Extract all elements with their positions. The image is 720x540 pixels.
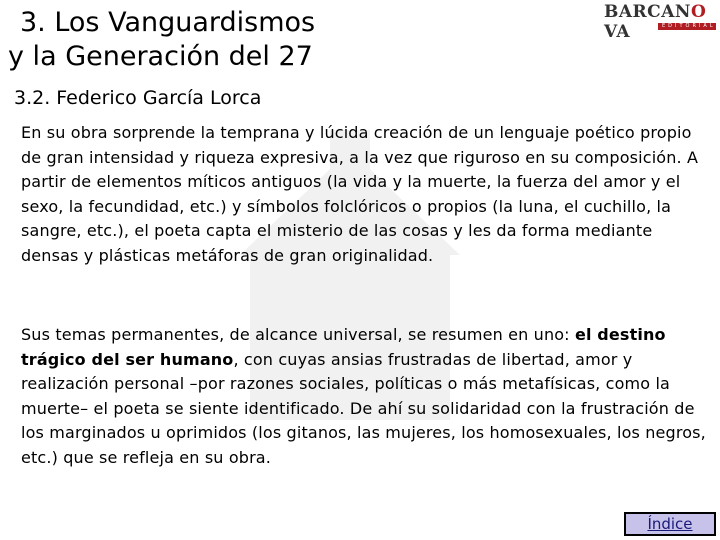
- section-subtitle: 3.2. Federico García Lorca: [14, 87, 262, 109]
- paragraph-2-intro: Sus temas permanentes, de alcance universal, se resumen en uno:: [21, 325, 575, 344]
- paragraph-2-rest: , con cuyas ansias frustradas de libertad, amor y realización personal –por razones sociales, políticas o más metafísicas, como la muerte– el poeta se siente identificado. De ahí su solidaridad con la frustración de los marginados u oprimidos (los gitanos, las mujeres, los homosexuales, los negros, etc.) que se refleja en su obra.: [21, 349, 706, 467]
- paragraph-1: En su obra sorprende la temprana y lúcida creación de un lenguaje poético propio de gran intensidad y riqueza expresiva, a la vez que riguroso en su composición. A partir de elementos míticos antiguos (la vida y la muerte, la fuerza del amor y el sexo, la fecundidad, etc.) y símbolos folclóricos o propios (la luna, el cuchillo, la sangre, etc.), el poeta capta el misterio de las cosas y les da forma mediante densas y plásticas metáforas de gran originalidad.: [21, 123, 699, 265]
- paragraph-2: [21, 323, 711, 470]
- title-line-2: y la Generación del 27: [8, 41, 313, 72]
- title-line-1: 3. Los Vanguardismos: [20, 7, 316, 38]
- barcanova-logo: [602, 2, 718, 42]
- page-title: [8, 6, 315, 74]
- logo-wordmark: BARCANOVA: [604, 2, 707, 42]
- index-button[interactable]: Índice: [624, 512, 716, 536]
- logo-subtext: EDITORIAL: [662, 23, 716, 29]
- paragraph-2-emphasis: el destino trágico del ser humano: [21, 325, 666, 369]
